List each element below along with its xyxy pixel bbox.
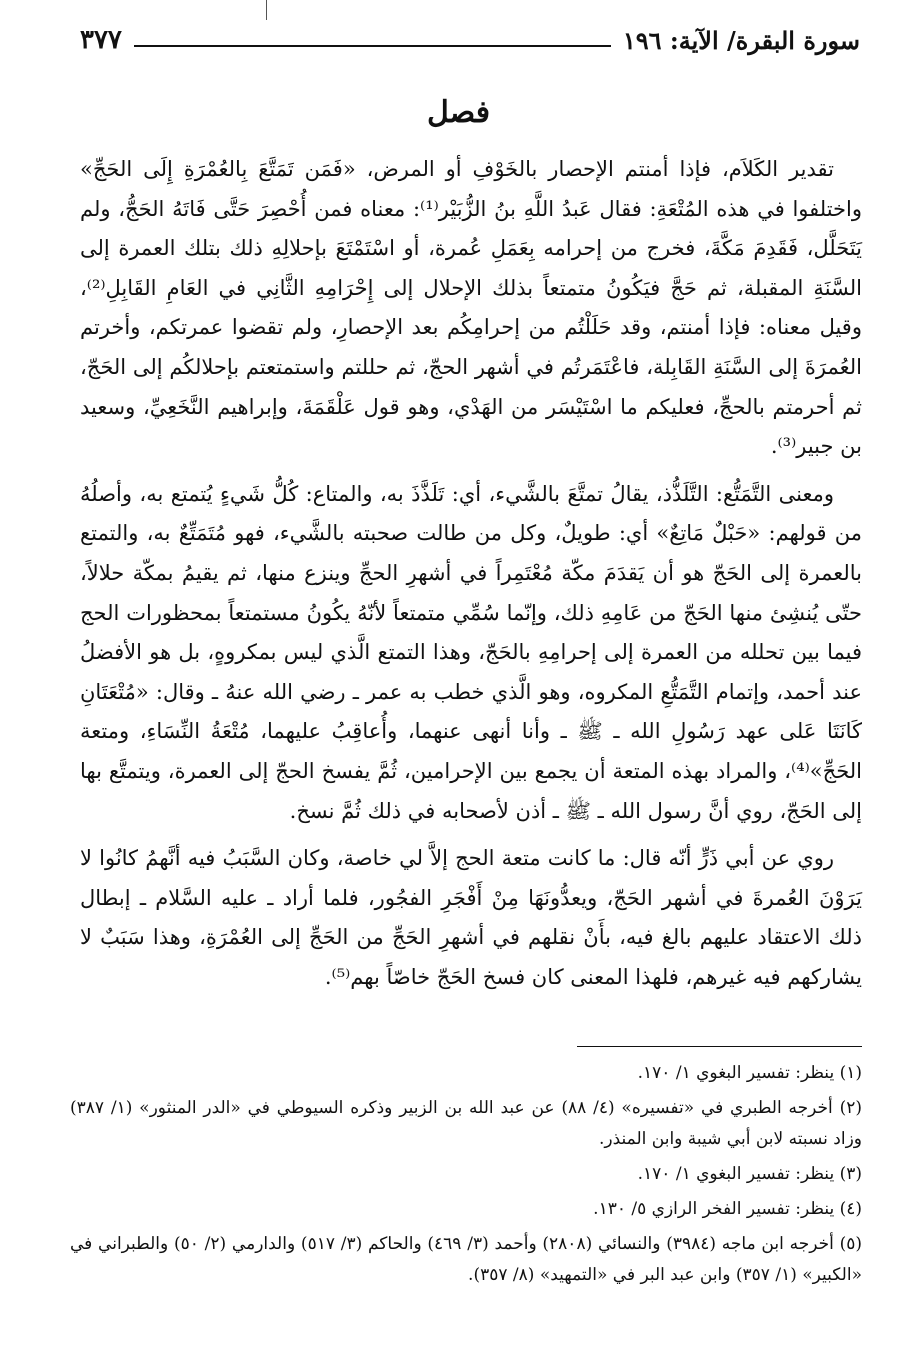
paragraph: روي عن أبي ذَرٍّ أنّه قال: ما كانت متعة الحج إلاَّ لي خاصة، وكان السَّبَبُ فيه أنَّهمُ كانُوا لا يَرَوْنَ العُمرةَ في أشهر الحَجّ، ويعدُّونَهَا مِنْ أَفْجَرِ الفجُور، فلما أراد ـ عليه السَّلام ـ إبطال ذلك الاعتقاد عليهم بالغ فيه، بأَنْ نقلهم في أشهرِ الحَجِّ من الحَجِّ إلى العُمْرَةِ، وهذا سَبَبٌ لا يشاركهم فيه غيرهم، فلهذا المعنى كان فسخ الحَجّ خاصّاً بهم⁽⁵⁾. <box>80 846 862 989</box>
paragraph: ومعنى التَّمَتُّع: التَّلَذُّذ، يقالُ تمتَّعَ بالشَّيء، أي: تَلَذَّذَ به، والمتاع: كُلُّ شَيءٍ يُتمتع به، وأصلُهُ من قولهم: «حَبْلٌ مَاتِعٌ» أي: طويلٌ، وكل من طالت صحبته بالشَّيء، فهو مُتَمَتِّعٌ به، والتمتع بالعمرة إلى الحَجّ هو أن يَقدَمَ مكّة مُعْتَمِراً في أشهرِ الحجِّ وينزع منها، ثم يقيمُ بمكّة حلالاً، حتّى يُنشِئ منها الحَجّ من عَامِهِ ذلك، وإنّما سُمِّي متمتعاً لأنّهُ يكُونُ مستمتعاً بمحظورات الحج فيما بين تحلله من العمرة إلى إحرامِهِ بالحَجّ، وهذا التمتع الَّذي ليس بمكروهٍ، بل هو الأفضلُ عند أحمد، وإتمام التَّمَتُّعِ المكروه، وهو الَّذي خطب به عمر ـ رضي الله عنهُ ـ وقال: «مُتْعَتَانِ كَانَتَا عَلى عهد رَسُولِ الله ـ ﷺ ـ وأنا أنهى عنهما، وأُعاقِبُ عليهما، مُتْعَةُ النِّسَاءِ، ومتعة الحَجِّ»⁽⁴⁾، والمراد بهذه المتعة أن يجمع بين الإحرامين، ثُمَّ يفسخ الحجّ إلى العمرة، ويتمتَّع بها إلى الحَجّ، روي أنَّ رسول الله ـ ﷺ ـ أذن لأصحابه في ذلك ثُمَّ نسخ. <box>80 481 862 823</box>
running-header <box>80 20 860 60</box>
page-number: ٣٧٧ <box>80 25 122 55</box>
surah-label: سورة البقرة/ الآية: ١٩٦ <box>622 25 860 55</box>
scan-mark <box>266 0 267 20</box>
footnote: (٥) أخرجه ابن ماجه (٣٩٨٤) والنسائي (٢٨٠٨) وأحمد (٣/ ٤٦٩) والحاكم (٣/ ٥١٧) والدارمي (٢/ ٥٠) والطبراني في «الكبير» (١/ ٣٥٧) وابن عبد البر في «التمهيد» (٨/ ٣٥٧). <box>70 1234 862 1285</box>
section-title: فصل <box>426 95 491 130</box>
footnote: (٤) ينظر: تفسير الفخر الرازي ٥/ ١٣٠. <box>593 1199 862 1219</box>
footnote: (٢) أخرجه الطبري في «تفسيره» (٤/ ٨٨) عن عبد الله بن الزبير وذكره السيوطي في «الدر المنثور» (١/ ٣٨٧) وزاد نسبته لابن أبي شيبة وابن المنذر. <box>70 1098 862 1149</box>
main-text <box>80 150 862 1005</box>
paragraph: تقدير الكَلاَم، فإذا أمنتم الإحصار بالخَوْفِ أو المرض، «فَمَن تَمَتَّعَ بِالعُمْرَةِ إِلَى الحَجِّ» واختلفوا في هذه المُتْعَةِ: فقال عَبدُ اللَّهِ بنُ الزُّبَيْر⁽¹⁾: معناه فمن أُحْصِرَ حَتَّى فَاتَهُ الحَجُّ، ولم يَتَحَلَّل، فَقَدِمَ مَكَّةَ، فخرج من إحرامه بِعَمَلِ عُمرة، أو اسْتَمْتَعَ بإحلالِهِ ذلك بتلك العمرة إلى السَّنَةِ المقبلة، ثم حَجَّ فيَكُونُ متمتعاً بذلك الإحلال إلى إِحْرَامِهِ الثَّانِي في العَامِ القَابِلِ⁽²⁾، وقيل معناه: فإذا أمنتم، وقد حَلَلْتُم من إحرامِكُم بعد الإحصارِ، ولم تقضوا عمرتكم، وأخرتم العُمرَةَ إلى السَّنَةِ القَابِلة، فاعْتَمَرتُم في أشهر الحجّ، ثم حللتم واستمتعتم بإحلالكُم إلى الحَجّ، ثم أحرمتم بالحجِّ، فعليكم ما اسْتَيْسَر من الهَدْي، وهو قول عَلْقَمَةَ، وإبراهيم النَّخَعِيِّ، وسعيد بن جبير⁽³⁾. <box>80 157 863 459</box>
footnote-separator <box>577 1046 862 1047</box>
footnotes <box>70 1058 862 1295</box>
header-rule <box>134 45 611 47</box>
footnote: (١) ينظر: تفسير البغوي ١/ ١٧٠. <box>637 1063 862 1083</box>
footnote: (٣) ينظر: تفسير البغوي ١/ ١٧٠. <box>637 1164 862 1184</box>
